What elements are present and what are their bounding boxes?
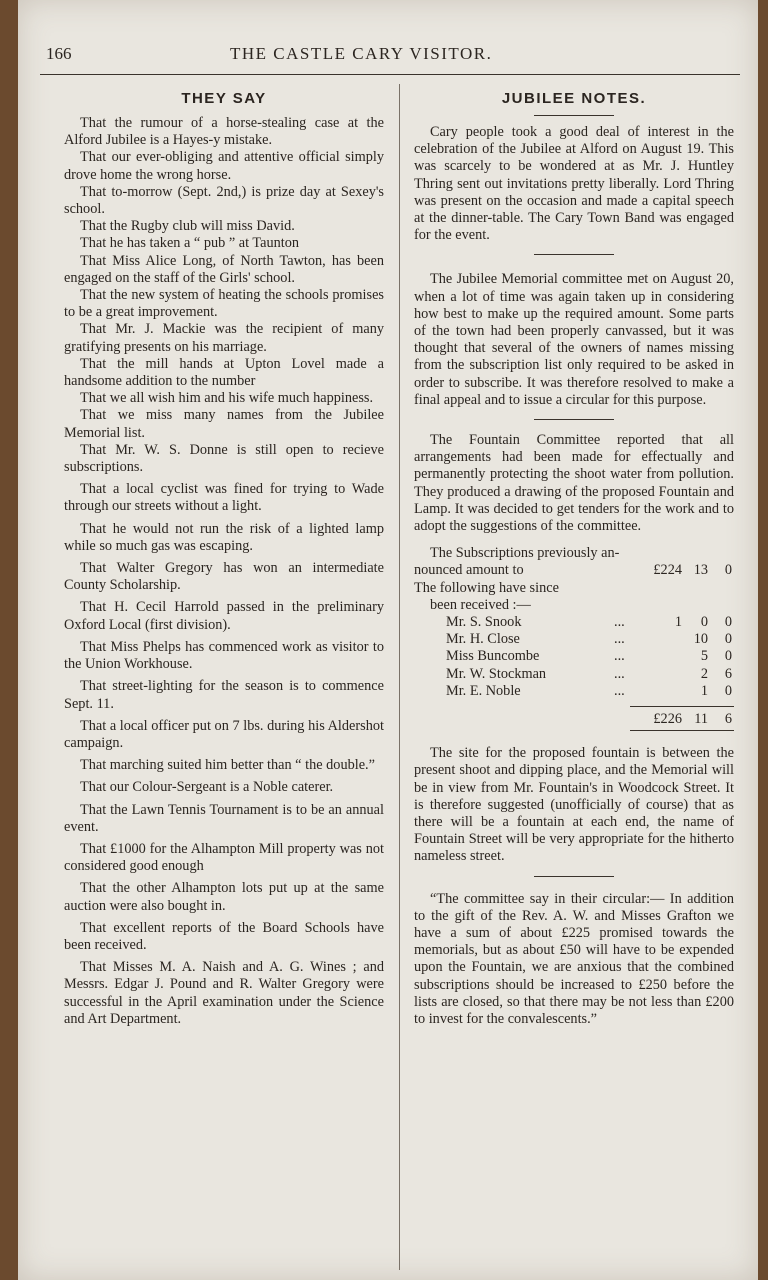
they-say-item: That Misses M. A. Naish and A. G. Wines ; and Messrs. Edgar J. Pound and R. Walter Gregory were successful in the April examination under the Science and Art Department. xyxy=(64,959,384,1027)
subscription-entry xyxy=(414,631,734,648)
leader-dots: ... xyxy=(614,614,625,631)
subscriber-name: Mr. S. Snook xyxy=(446,614,522,631)
they-say-item: That he would not run the risk of a lighted lamp while so much gas was escaping. xyxy=(64,520,384,554)
entry-pence: 6 xyxy=(724,665,732,682)
subscriber-name: Mr. W. Stockman xyxy=(446,665,547,682)
they-say-item: That a local officer put on 7 lbs. during his Aldershot campaign. xyxy=(64,717,384,751)
leader-dots: ... xyxy=(614,682,625,699)
they-say-item: That Mr. W. S. Donne is still open to recieve subscriptions. xyxy=(64,441,384,476)
subscriptions-table xyxy=(414,545,734,731)
header-rule xyxy=(40,74,740,75)
they-say-item: That street-lighting for the season is to commence Sept. 11. xyxy=(64,678,384,712)
they-say-item: That to-morrow (Sept. 2nd,) is prize day at Sexey's school. xyxy=(64,183,384,218)
subscriber-name: Mr. E. Noble xyxy=(446,682,521,699)
section-separator xyxy=(534,254,614,255)
they-say-item: That the other Alhampton lots put up at the same auction were also bought in. xyxy=(64,880,384,914)
page xyxy=(18,0,758,1280)
they-say-column xyxy=(64,88,384,1028)
column-divider xyxy=(399,84,400,1270)
memorial-paragraph: The Jubilee Memorial committee met on August 20, when a lot of time was again taken up in considering how best to make up the required amount. Some parts of the town had been properly canvassed, but it was thought that several of the owners of names missing from the subscription list only required to be asked in order to subscribe. It was therefore resolved to make a final appeal and to issue a circular for this purpose. xyxy=(414,271,734,408)
subscription-entry xyxy=(414,683,734,700)
subscriptions-total-row xyxy=(414,711,734,728)
section-separator xyxy=(534,876,614,877)
entry-shillings: 0 xyxy=(700,614,708,631)
subscriptions-previous-row xyxy=(414,562,734,579)
entry-pence: 0 xyxy=(724,648,732,665)
page-number: 166 xyxy=(46,44,72,63)
entry-pounds: 1 xyxy=(674,614,682,631)
they-say-list xyxy=(64,115,384,1028)
site-paragraph: The site for the proposed fountain is between the present shoot and dipping place, and the Memorial will be in view from Mr. Fountain's in Woodcock Street. It is therefore suggested (unofficially of course) that as there will be a fountain at each end, the name of Fountain Street will be very appropriate for the hitherto nameless street. xyxy=(414,745,734,865)
entry-shillings: 1 xyxy=(700,682,708,699)
circular-paragraph: “The committee say in their circular:— In addition to the gift of the Rev. A. W. and Misses Grafton we have a sum of about £225 promised towards the memorials, but as about £50 will have to be expended upon the Fountain, we are anxious that the combined subscriptions should be increased to £250 before the lists are closed, so that there may be not less than £200 to invest for the convalescents.” xyxy=(414,890,734,1027)
jubilee-notes-column xyxy=(414,88,734,1038)
they-say-item: That we miss many names from the Jubilee Memorial list. xyxy=(64,407,384,441)
they-say-item: That Miss Alice Long, of North Tawton, has been engaged on the staff of the Girls' school. xyxy=(64,252,384,286)
total-pounds: £226 xyxy=(653,710,682,727)
subscriber-name: Mr. H. Close xyxy=(446,631,520,648)
subscriptions-intro: The Subscriptions previously an- xyxy=(430,545,620,562)
entry-pence: 0 xyxy=(724,614,732,631)
they-say-item: That excellent reports of the Board Schools have been received. xyxy=(64,919,384,953)
total-rule xyxy=(630,706,734,707)
they-say-item: That the rumour of a horse-stealing case at the Alford Jubilee is a Hayes-y mistake. xyxy=(64,115,384,149)
they-say-item: That Mr. J. Mackie was the recipient of many gratifying presents on his marriage. xyxy=(64,321,384,355)
entry-shillings: 5 xyxy=(700,648,708,665)
total-underline xyxy=(630,730,734,731)
they-say-item: That Miss Phelps has commenced work as visitor to the Union Workhouse. xyxy=(64,638,384,673)
previous-pounds: £224 xyxy=(653,562,682,579)
running-title: THE CASTLE CARY VISITOR. xyxy=(230,44,493,63)
fountain-paragraph: The Fountain Committee reported that all arrangements had been made for effectually and permanently protecting the shoot water from pollution. They produced a drawing of the proposed Fountain and Lamp. It was decided to get tenders for the work and to adopt the suggestions of the committee. xyxy=(414,432,734,535)
they-say-item: That the Rugby club will miss David. xyxy=(80,218,295,235)
jubilee-paragraph: Cary people took a good deal of interest in the celebration of the Jubilee at Alford on August 19. This was scarcely to be wondered at as Mr. J. Huntley Thring sent out invitations pretty liberally. Lord Thring was present on the occasion and made a capital speech at the dinner-table. The Cary Town Band was engaged for the event. xyxy=(414,124,734,244)
leader-dots: ... xyxy=(614,648,625,665)
they-say-title: THEY SAY xyxy=(181,90,267,107)
leader-dots: ... xyxy=(614,631,625,648)
they-say-item: That a local cyclist was fined for trying to Wade through our streets without a light. xyxy=(64,481,384,515)
received-line: been received :— xyxy=(430,596,531,613)
subscription-entry xyxy=(414,614,734,631)
they-say-item: That Walter Gregory has won an intermediate County Scholarship. xyxy=(64,560,384,594)
they-say-item: That he has taken a “ pub ” at Taunton xyxy=(80,235,300,252)
subscription-entry xyxy=(414,648,734,665)
total-pence: 6 xyxy=(724,710,732,727)
entry-shillings: 10 xyxy=(693,631,708,648)
entry-pence: 0 xyxy=(724,631,732,648)
they-say-item: That the Lawn Tennis Tournament is to be an annual event. xyxy=(64,801,384,835)
they-say-item: That H. Cecil Harrold passed in the preliminary Oxford Local (first division). xyxy=(64,599,384,633)
they-say-item: That marching suited him better than “ the double.” xyxy=(80,757,375,774)
they-say-item: That £1000 for the Alhampton Mill property was not considered good enough xyxy=(64,840,384,875)
previous-shillings: 13 xyxy=(693,562,708,579)
jubilee-notes-title: JUBILEE NOTES. xyxy=(501,90,647,107)
entry-shillings: 2 xyxy=(700,665,708,682)
leader-dots: ... xyxy=(614,665,625,682)
page-header xyxy=(40,44,740,68)
they-say-item: That our ever-obliging and attentive official simply drove home the wrong horse. xyxy=(64,149,384,183)
following-line: The following have since xyxy=(414,579,559,596)
subscription-entries xyxy=(414,614,734,700)
they-say-item: That the mill hands at Upton Lovel made a handsome addition to the number xyxy=(64,355,384,390)
previous-pence: 0 xyxy=(724,562,732,579)
title-rule xyxy=(534,115,614,116)
section-separator xyxy=(534,419,614,420)
they-say-item: That the new system of heating the schools promises to be a great improvement. xyxy=(64,287,384,321)
total-shillings: 11 xyxy=(694,710,708,727)
subscriptions-intro-cont: nounced amount to xyxy=(414,562,524,579)
they-say-item: That we all wish him and his wife much happiness. xyxy=(80,390,374,407)
entry-pence: 0 xyxy=(724,682,732,699)
subscription-entry xyxy=(414,666,734,683)
subscriber-name: Miss Buncombe xyxy=(446,648,540,665)
they-say-item: That our Colour-Sergeant is a Noble caterer. xyxy=(80,779,334,796)
